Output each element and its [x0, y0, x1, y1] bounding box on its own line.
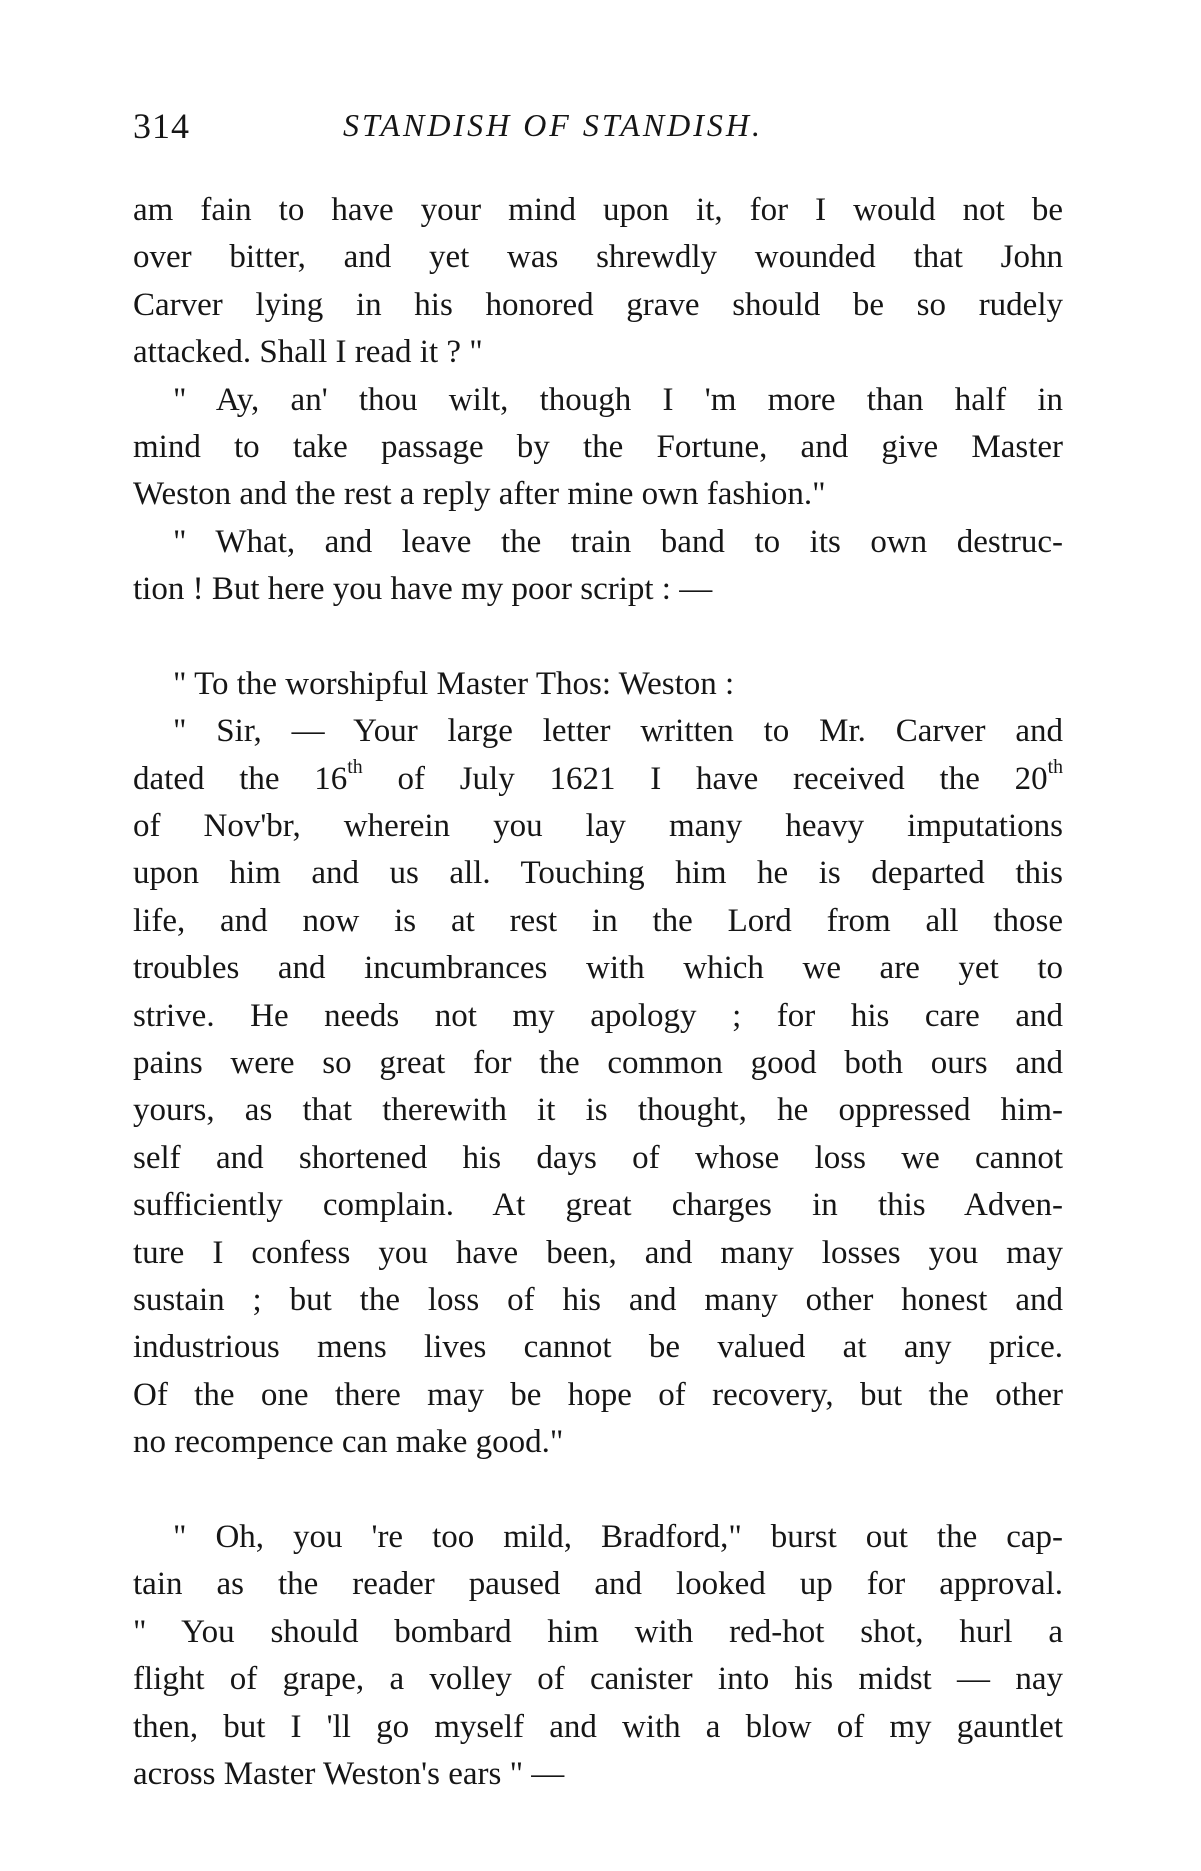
text-line: of Nov'br, wherein you lay many heavy imputations: [133, 808, 1063, 845]
text-line: pains were so great for the common good both ours and: [133, 1045, 1063, 1082]
text-line: life, and now is at rest in the Lord from all those: [133, 902, 1063, 939]
text-line: across Master Weston's ears " —: [133, 1755, 565, 1792]
page-header: [133, 105, 1063, 165]
text-line-with-superscripts: [133, 756, 1063, 803]
text-line: yours, as that therewith it is thought, he oppressed him-: [133, 1092, 1063, 1129]
text-line: am fain to have your mind upon it, for I would not be: [133, 192, 1063, 228]
text-line: sustain ; but the loss of his and many other honest and: [133, 1281, 1063, 1318]
text-line: " Ay, an' thou wilt, though I 'm more than half in: [173, 381, 1063, 418]
text-line: " You should bombard him with red-hot shot, hurl a: [133, 1613, 1063, 1650]
text-line: tain as the reader paused and looked up for approval.: [133, 1566, 1063, 1603]
book-page: [133, 105, 1063, 1845]
text-line: strive. He needs not my apology ; for his care and: [133, 997, 1063, 1034]
text-line: tion ! But here you have my poor script : —: [133, 571, 713, 608]
text-segment: dated the 16: [133, 760, 348, 797]
text-line: industrious mens lives cannot be valued at any price.: [133, 1329, 1063, 1366]
text-line: Weston and the rest a reply after mine own fashion.": [133, 476, 826, 513]
text-line: upon him and us all. Touching him he is departed this: [133, 855, 1063, 892]
text-line: " Sir, — Your large letter written to Mr. Carver and: [173, 713, 1063, 750]
ordinal-superscript: th: [1047, 755, 1063, 778]
text-line: no recompence can make good.": [133, 1424, 564, 1461]
paragraph-gap: [133, 614, 1063, 661]
text-line: self and shortened his days of whose loss we cannot: [133, 1139, 1063, 1176]
text-line: troubles and incumbrances with which we are yet to: [133, 950, 1063, 987]
text-line: Of the one there may be hope of recovery, but the other: [133, 1376, 1063, 1413]
body-text: [133, 187, 1063, 1798]
text-line: Carver lying in his honored grave should be so rudely: [133, 286, 1063, 323]
text-line: sufficiently complain. At great charges in this Adven-: [133, 1187, 1063, 1224]
paragraph-gap: [133, 1467, 1063, 1514]
text-line: " Oh, you 're too mild, Bradford," burst out the cap-: [173, 1518, 1063, 1555]
text-line: mind to take passage by the Fortune, and give Master: [133, 428, 1063, 465]
running-title: STANDISH OF STANDISH.: [343, 107, 764, 143]
page-number: 314: [133, 106, 190, 146]
text-segment: of July 1621 I have received the 20: [362, 760, 1048, 797]
text-line: flight of grape, a volley of canister into his midst — nay: [133, 1661, 1063, 1698]
text-line: then, but I 'll go myself and with a blow of my gauntlet: [133, 1708, 1063, 1745]
text-line: over bitter, and yet was shrewdly wounded that John: [133, 239, 1063, 276]
text-line: " What, and leave the train band to its own destruc-: [173, 523, 1063, 560]
ordinal-superscript: th: [347, 755, 363, 778]
text-line: " To the worshipful Master Thos: Weston :: [173, 665, 735, 702]
text-line: attacked. Shall I read it ? ": [133, 334, 483, 371]
text-line: ture I confess you have been, and many losses you may: [133, 1234, 1063, 1271]
